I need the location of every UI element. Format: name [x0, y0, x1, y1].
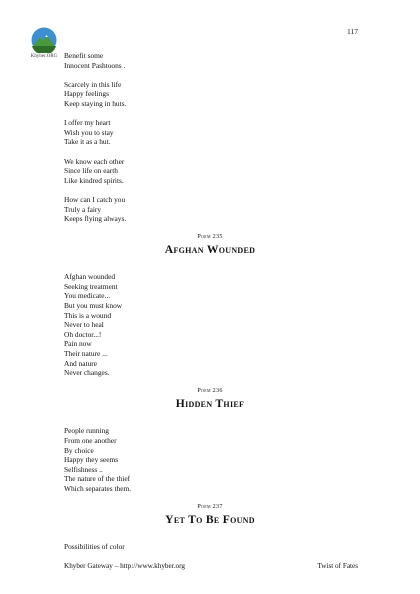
poem-title: Afghan Wounded	[164, 243, 256, 257]
poem-title: Hidden Thief	[175, 397, 245, 411]
poem-line: This is a wound	[64, 310, 112, 320]
poem-line: Benefit some	[64, 51, 104, 60]
footer-site: Khyber Gateway – http://www.khyber.org	[64, 562, 185, 570]
stanza	[64, 272, 356, 378]
poem-line: Keep staying in huts.	[64, 98, 127, 108]
poem-section	[64, 387, 356, 493]
poem-line: Oh doctor...!	[64, 329, 102, 339]
stanza	[64, 195, 356, 224]
poem-line: Since life on earth	[64, 166, 118, 176]
poem-section	[64, 503, 356, 552]
poem-line: Innocent Pashtoons .	[64, 60, 126, 70]
footer-book-title: Twist of Fates	[317, 562, 358, 570]
poem-line: And nature	[64, 358, 98, 368]
poem-line: By choice	[64, 445, 94, 455]
khyber-logo	[22, 27, 66, 59]
poem-line: Their nature ...	[64, 349, 108, 359]
poem-number: Poem 237	[197, 504, 223, 511]
continued-poem	[64, 51, 356, 224]
poem-line: People running	[64, 426, 109, 436]
poem-line: Selfishness ..	[64, 464, 103, 474]
stanza	[64, 542, 356, 552]
stanza	[64, 426, 356, 493]
poem-title: Yet To Be Found	[165, 513, 255, 527]
stanza	[64, 157, 356, 186]
poem-line: Happy they seems	[64, 455, 119, 465]
mountain-logo-icon	[31, 27, 57, 53]
poem-line: We know each other	[64, 156, 125, 166]
poem-line: Which separates them.	[64, 483, 132, 493]
poem-line: Happy feelings	[64, 89, 109, 99]
page-number: 117	[347, 27, 358, 36]
poem-line: Truly a fairy	[64, 204, 102, 214]
poem-line: Never to heal	[64, 320, 104, 330]
poem-number: Poem 235	[197, 234, 223, 241]
poem-line: Never changes.	[64, 368, 110, 378]
poem-line: Keeps flying always.	[64, 214, 127, 224]
poem-list	[64, 233, 356, 551]
logo-caption: Khyber.ORG	[30, 54, 58, 59]
stanza	[64, 51, 356, 70]
poem-line: But you must know	[64, 301, 123, 311]
poem-line: Possibilities of color	[64, 542, 125, 552]
poem-line: Afghan wounded	[64, 272, 116, 282]
page-footer	[64, 562, 358, 570]
poem-line: Seeking treatment	[64, 281, 118, 291]
poem-line: The nature of the thief	[64, 474, 131, 484]
stanza	[64, 80, 356, 109]
poem-line: Scarcely in this life	[64, 79, 122, 89]
poem-line: Pain now	[64, 339, 92, 349]
poem-line: Wish you to stay	[64, 127, 114, 137]
stanza	[64, 118, 356, 147]
poem-line: How can I catch you	[64, 194, 126, 204]
poem-section	[64, 233, 356, 378]
poem-line: I offer my heart	[64, 118, 111, 128]
poem-line: You medicate...	[64, 291, 111, 301]
poem-number: Poem 236	[197, 388, 223, 395]
page-content	[64, 51, 356, 561]
poem-line: Like kindred spirits.	[64, 175, 124, 185]
poem-line: Take it as a hut.	[64, 137, 111, 147]
poem-line: From one another	[64, 436, 117, 445]
